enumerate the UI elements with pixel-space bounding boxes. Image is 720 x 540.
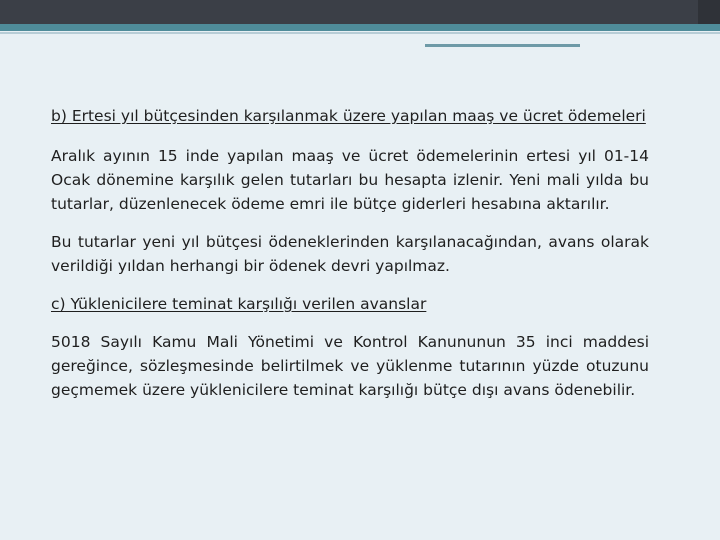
header-teal-band: [0, 24, 720, 31]
section-c-paragraph: 5018 Sayılı Kamu Mali Yönetimi ve Kontrol Kanununun 35 inci maddesi gereğince, sözleşmesinde belirtilmek ve yüklenme tutarının yüzde otuzunu geçmemek üzere yüklenicilere teminat karşılığı bütçe dışı avans ödenebilir.: [51, 333, 649, 399]
header-accent-line: [425, 44, 580, 47]
section-b-paragraph-2: Bu tutarlar yeni yıl bütçesi ödeneklerinden karşılanacağından, avans olarak verildiği yıldan herhangi bir ödenek devri yapılmaz.: [51, 233, 649, 275]
header-light-stripe: [0, 32, 720, 34]
top-header-bar: [0, 0, 720, 24]
section-c-heading: c) Yüklenicilere teminat karşılığı verilen avanslar: [51, 295, 427, 313]
section-b-heading: b) Ertesi yıl bütçesinden karşılanmak üzere yapılan maaş ve ücret ödemeleri: [51, 107, 646, 125]
section-b-paragraph-1: Aralık ayının 15 inde yapılan maaş ve ücret ödemelerinin ertesi yıl 01-14 Ocak dönemine karşılık gelen tutarları bu hesapta izlenir. Yeni mali yılda bu tutarlar, düzenlenecek ödeme emri ile bütçe giderleri hesabına aktarılır.: [51, 147, 649, 213]
slide-content: [51, 104, 649, 416]
top-right-accent: [698, 0, 720, 24]
